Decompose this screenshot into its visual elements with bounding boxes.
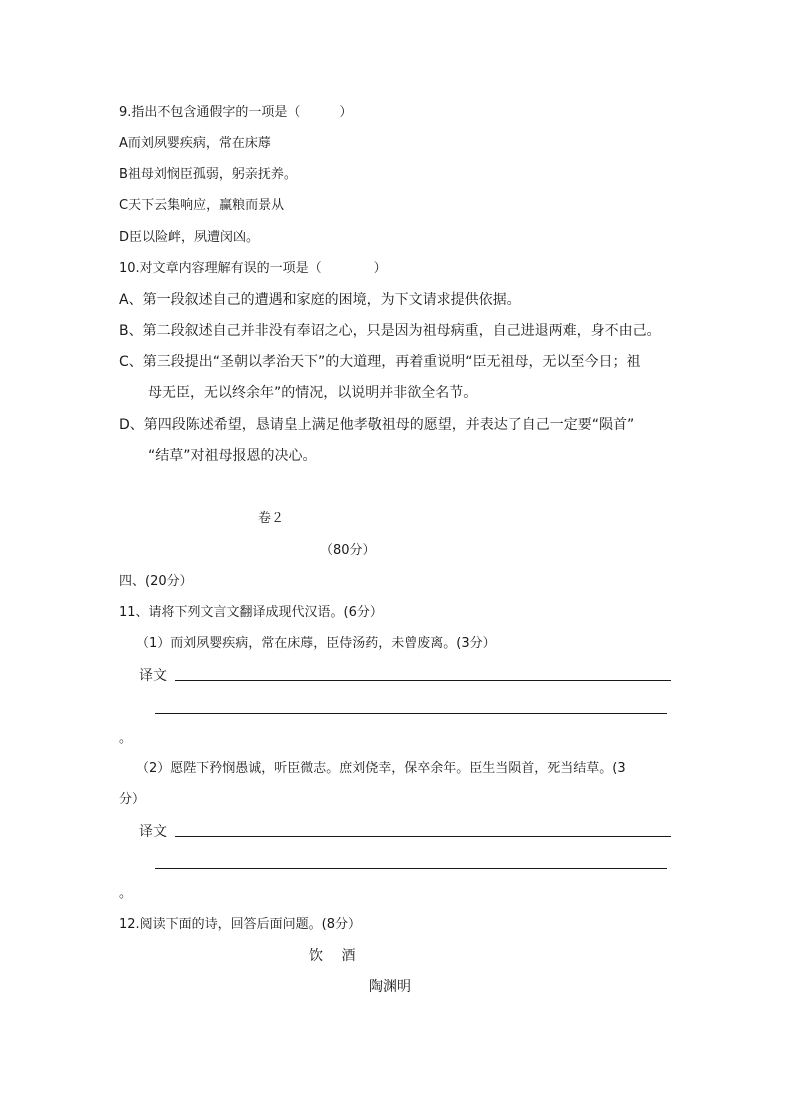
q11-item-2-answer-line-2[interactable] [155, 868, 667, 869]
poem-title: 饮 酒 [309, 948, 356, 964]
q11-item-1-label: 译文 [139, 668, 167, 684]
q10-option-c-line1: C、第三段提出“圣朝以孝治天下”的大道理，再着重说明“臣无祖母，无以至今日；祖 [119, 354, 641, 370]
q11-item-2-answer-line-1[interactable] [175, 836, 671, 837]
volume-2-score: （80分） [320, 543, 376, 558]
q11-item-1: （1）而刘夙婴疾病，常在床蓐，臣侍汤药，未曾废离。(3分） [136, 636, 496, 651]
q9-option-c: C天下云集响应，赢粮而景从 [119, 198, 285, 213]
q12-stem: 12.阅读下面的诗，回答后面问题。(8分） [119, 917, 362, 932]
q10-option-b: B、第二段叙述自己并非没有奉诏之心，只是因为祖母病重，自己进退两难，身不由己。 [119, 323, 661, 339]
volume-2-title: 卷２ [258, 511, 285, 526]
q9-option-b: B祖母刘悯臣孤弱，躬亲抚养。 [119, 167, 297, 182]
q11-item-2-line1: （2）愿陛下矜悯愚诚，听臣微志。庶刘侥幸，保卒余年。臣生当陨首，死当结草。(3 [136, 761, 626, 776]
q9-option-d: D臣以险衅，夙遭闵凶。 [119, 230, 260, 245]
q10-option-a: A、第一段叙述自己的遭遇和家庭的困境，为下文请求提供依据。 [119, 292, 521, 308]
q9-option-a: A而刘夙婴疾病，常在床蓐 [119, 136, 271, 151]
q11-item-1-answer-line-2[interactable] [155, 713, 667, 714]
q10-option-c-line2: 母无臣，无以终余年”的情况，以说明并非欲全名节。 [148, 385, 478, 401]
q11-item-2-line2: 分） [119, 792, 146, 807]
section-4-heading: 四、(20分） [119, 574, 193, 589]
poem-author: 陶渊明 [369, 979, 411, 995]
q11-item-1-answer-line-1[interactable] [175, 680, 671, 681]
q11-item-2-end-mark: 。 [119, 886, 133, 901]
q9-stem: 9.指出不包含通假字的一项是（ ） [119, 105, 353, 120]
q11-item-2-label: 译文 [139, 824, 167, 840]
q10-stem: 10.对文章内容理解有误的一项是（ ） [119, 261, 387, 276]
q11-item-1-end-mark: 。 [119, 731, 133, 746]
q10-option-d-line2: “结草”对祖母报恩的决心。 [148, 448, 317, 464]
q11-stem: 11、请将下列文言文翻译成现代汉语。(6分） [119, 605, 383, 620]
q10-option-d-line1: D、第四段陈述希望，恳请皇上满足他孝敬祖母的愿望，并表达了自己一定要“陨首” [119, 417, 635, 433]
